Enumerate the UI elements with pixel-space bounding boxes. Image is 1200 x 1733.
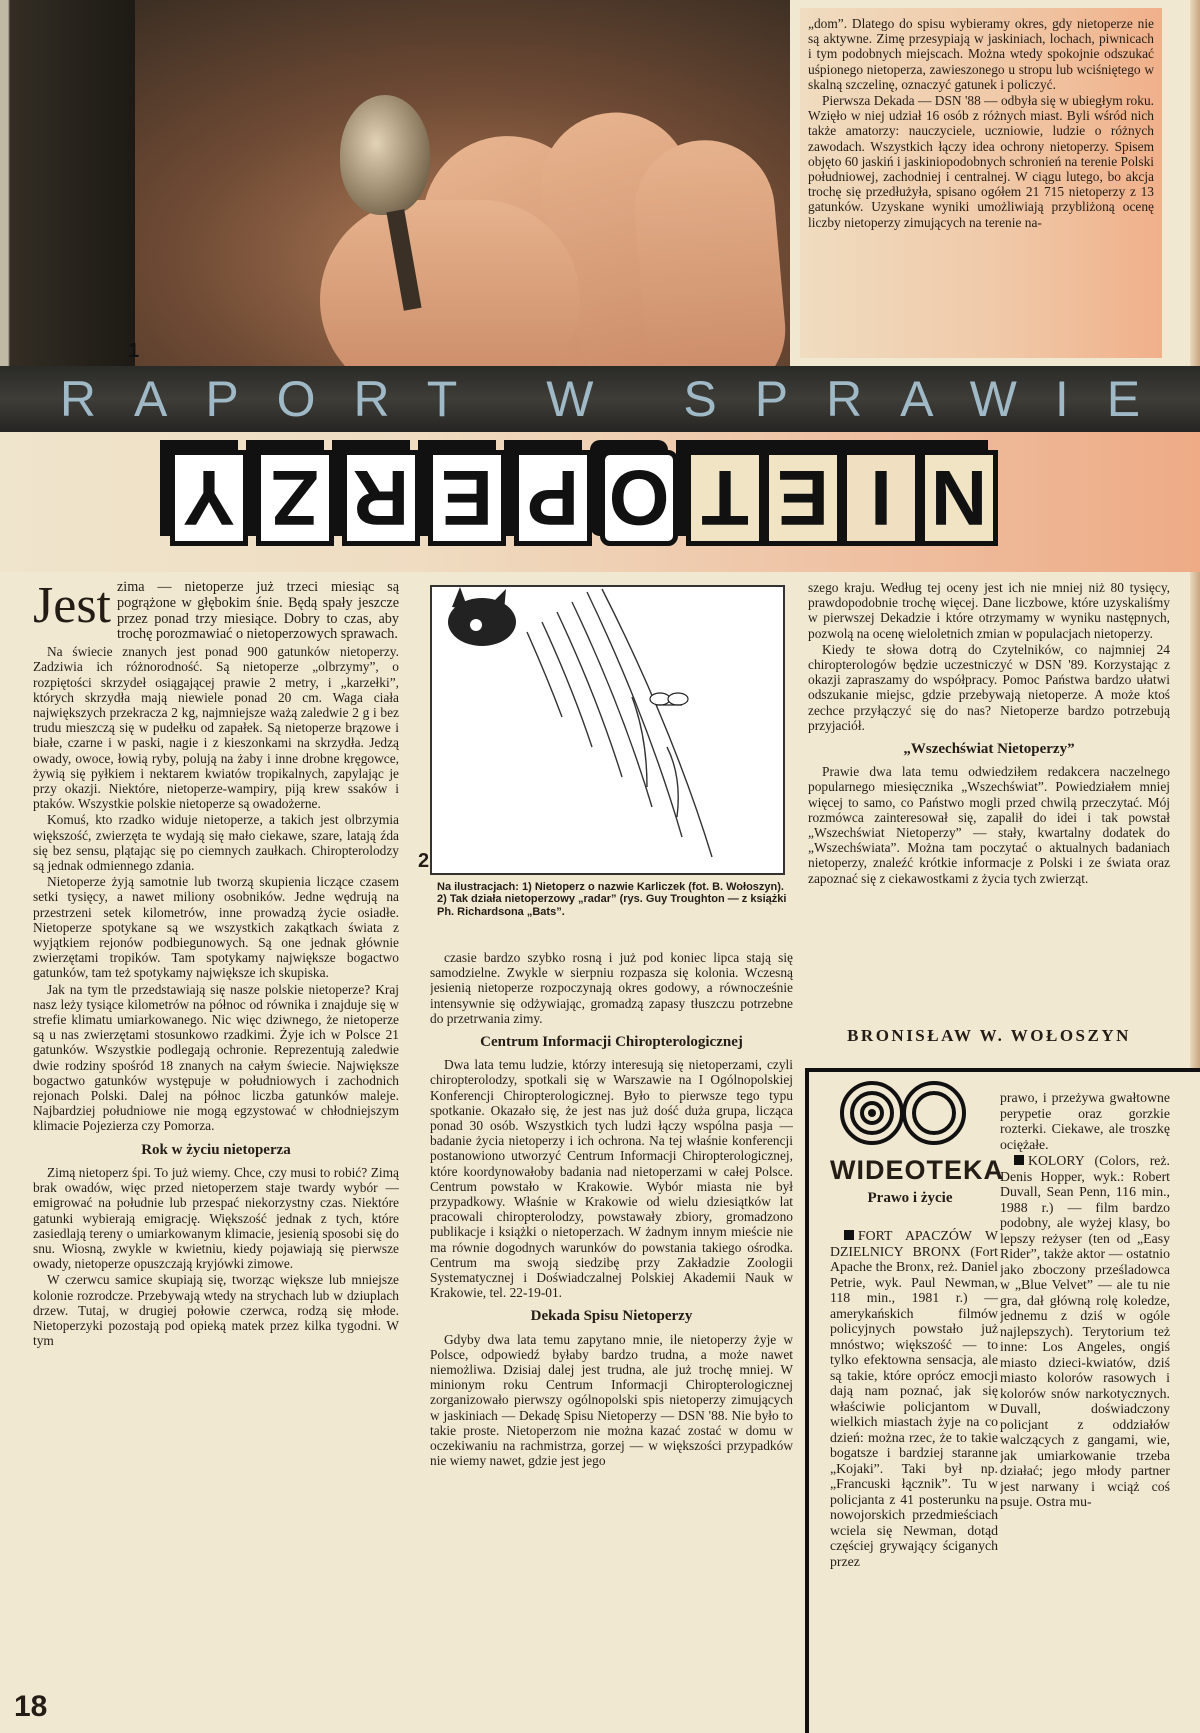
paragraph: Dwa lata temu ludzie, którzy interesują się nietoperzami, czyli chiropterolodzy, spotkali się w Warszawie na I Ogólnopolskiej Konferencji Chiropterologicznej. Było to pierwsze tego typu spotkanie. Okazało się, że jest nas już dość duża grupa, licząca ponad 30 osób. Wszystkich tych ludzi łączy wspólna pasja — badanie życia nietoperzy i ich ochrona. Na tej właśnie konferencji postanowiono utworzyć Centrum Informacji Chiropterologicznej, które koordynowałoby badania nad nietoperzami w całej Polsce. Centrum powstało w Krakowie. Wybór miasta nie był przypadkowy. Właśnie w Krakowie od wielu dziesiątków lat pracowali chiropterolodzy, powstawały zbiory, gromadzono publikacje i książki o nietoperzach. W żadnym innym mieście nie ma równie dogodnych warunków do powstania takiego ośrodka. Centrum ma swoją siedzibę przy Zakładzie Zoologii Systematycznej i Doświadczalnej Polskiej Akademii Nauk w Krakowie, tel. 22-19-01.	[430, 1057, 793, 1301]
radar-drawing	[432, 587, 783, 873]
paragraph: szego kraju. Według tej oceny jest ich nie mniej niż 80 tysięcy, prawdopodobnie trochę więcej. Dane liczbowe, które uzyskaliśmy w pierwszej Dekadzie i które otrzymamy w wyniku następnych, pozwolą na ocenę wieloletnich zmian w populacjach nietoperzy.	[808, 580, 1170, 641]
title-letter: E	[428, 450, 506, 546]
article-column-3	[808, 580, 1170, 1020]
review-text: KOLORY (Colors, reż. Denis Hopper, wyk.: Robert Duvall, Sean Penn, 116 min., 1988 r.) — film bardzo podobny, ale wyżej klasy, bo lepszy reżyser (ten od „Easy Rider”, także aktor — ostatnio jako zboczony prześladowca w „Blue Velvet” — ale tu nie gra, dał główną rolę koledze, jednemu z dziś w ogóle najlepszych). Terytorium też inne: Los Angeles, ongiś miasto dzieci-kwiatów, dziś miasto kolorów rasowych i kolorów snów narkotycznych. Duvall, doświadczony policjant z oddziałów walczących z gangami, wie, jak umiarkowanie trzeba działać; jego młody partner jest narwany i wciąż coś psuje. Ostra mu-	[1000, 1153, 1170, 1509]
article-column-1	[33, 580, 399, 1710]
videoteka-title: WIDEOTEKA	[830, 1155, 1004, 1185]
paragraph: Pierwsza Dekada — DSN '88 — odbyła się w ubiegłym roku. Wzięło w niej udział 16 osób z różnych miast. Byli wśród nich także amatorzy: nauczyciele, uczniowie, ludzie o różnych zawodach. Wszystkich łączy idea ochrony nietoperzy. Spisem objęto 60 jaskiń i jaskiniopodobnych schronień na terenie Polski południowej, zachodniej i centralnej. W ciągu lutego, bo akcja trochę się przedłużyła, spisano ogółem 21 715 nietoperzy z 13 gatunków. Uzyskane wyniki umożliwiają przybliżoną ocenę liczby nietoperzy zimujących na terenie na-	[808, 93, 1154, 230]
radar-illustration	[430, 585, 785, 875]
review-text: FORT APACZÓW W DZIELNICY BRONX (Fort Apache the Bronx, reż. Daniel Petrie, wyk. Paul Newman, 118 min., 1981 r.) — amerykańskich filmów policyjnych powstało już mnóstwo; większość — to tylko efektowna sensacja, ale są takie, które oprócz emocji dają nam poznać, jak się właściwie policjantom w wielkich miastach żyje na co dzień: można rzec, że to takie bogatsze i bardziej staranne „Kojaki”. Taki był np. „Francuski łącznik”. Tu w policjanta z 41 posterunku na nowojorskich przedmieściach wciela się Newman, dotąd częściej grywający ściganych przez	[830, 1228, 998, 1569]
videoteka-column-2	[1000, 1090, 1170, 1720]
title-letter: Y	[170, 450, 248, 546]
top-right-text	[800, 8, 1162, 358]
paragraph: W czerwcu samice skupiają się, tworząc większe lub mniejsze kolonie rozrodcze. Przebywają wtedy na strychach lub w dziuplach drzew. Tutaj, w drugiej połowie czerwca, rodzą się młode. Nietoperzyki pozostają pod opieką matek przez kilka tygodni. W tym	[33, 1272, 399, 1349]
bullet-icon	[1014, 1155, 1024, 1165]
paragraph: Gdyby dwa lata temu zapytano mnie, ile nietoperzy żyje w Polsce, odpowiedź byłaby bardzo trudna, a może nawet niemożliwa. Dzisiaj dalej jest trudna, ale już trochę mniej. W minionym roku Centrum Informacji Chiropterologicznej zorganizowało pierwszy ogólnopolski spis nietoperzy zimujących w jaskiniach — Dekadę Spisu Nietoperzy — DSN '88. Nie było to takie proste. Nietoperzom nie można kazać zostać w domu w oczekiwaniu na rachmistrza, gorzej — w większości przypadków nie wiemy nawet, gdzie jest jego	[430, 1331, 793, 1469]
page-number: 18	[14, 1690, 48, 1723]
film-reels-icon	[830, 1078, 980, 1148]
subheading: „Wszechświat Nietoperzy”	[903, 741, 1075, 758]
title-letter: N	[920, 450, 998, 546]
paragraph: zima — nietoperze już trzeci miesiąc są pogrążone w głębokim śnie. Będą spały jeszcze przez ponad trzy miesiące. Dobry to czas, aby trochę porozmawiać o nietoperzowych sprawach.	[117, 580, 399, 643]
videoteka-logo	[830, 1078, 1004, 1207]
title-letter: E	[764, 450, 842, 546]
paragraph: czasie bardzo szybko rosną i już pod koniec lipca stają się samodzielne. Zwykle w sierpniu rozpasza się kolonia. Wczesną jesienią nietoperze rozpoczynają okres godowy, a równocześnie intensywnie się odżywiając, gromadzą zapasy tłuszczu potrzebne do przetrwania zimy.	[430, 950, 793, 1026]
paragraph: Prawie dwa lata temu odwiedziłem redakcera naczelnego popularnego miesięcznika „Wszechświat”. Powiedziałem mniej więcej to samo, co Państwo mogli przed chwilą przeczytać. Mój rozmówca zainteresował się, zapalił do idei i tak powstał „Wszechświat Nietoperzy” — stały, kwartalny dodatek do „Wszechświata”. Można tam poczytać o aktualnych badaniach nietoperzy, znaleźć krótkie informacje z Polski i ze świata oraz zapoznać się z ciekawostkami z życia tych zwierząt.	[808, 764, 1170, 886]
article-column-2	[430, 950, 793, 1710]
videoteka-column-1	[830, 1228, 998, 1718]
headline-kicker: RAPORT W SPRAWIE	[59, 371, 1179, 427]
videoteka-section: Prawo i życie	[867, 1190, 953, 1206]
photo-number: 1	[128, 340, 140, 362]
review-text: prawo, i przeżywa gwałtowne perypetie oraz gorzkie rozterki. Ciekawe, ale troszkę ociężałe.	[1000, 1090, 1170, 1152]
bullet-icon	[844, 1230, 854, 1240]
figure-number: 2	[418, 850, 430, 872]
title-letter: R	[342, 450, 420, 546]
subheading: Rok w życiu nietoperza	[141, 1141, 291, 1158]
paragraph: Zimą nietoperz śpi. To już wiemy. Chce, czy musi to robić? Zimą brak owadów, więc przed nietoperzem staje twardy wybór — emigrować na południe lub przespać niekorzystny czas. Niektóre gatunki wybierają emigrację. Większość jednak z tych, które zasiedlają tereny o umiarkowanym klimacie, jesienią sposobi się do snu. Wiosną, zwykle w kwietniu, kiedy pojawiają się pierwsze owady, nietoperze opuszczają kryjówki zimowe.	[33, 1164, 399, 1272]
headline-banner	[0, 366, 1200, 432]
dropcap: Jest	[33, 580, 111, 634]
subheading: Dekada Spisu Nietoperzy	[530, 1308, 693, 1325]
paragraph: Jak na tym tle przedstawiają się nasze polskie nietoperze? Kraj nasz leży tysiące kilometrów na północ od równika i znajduje się w strefie klimatu umiarkowanego. Nic więc dziwnego, że nietoperze są u nas zwierzętami stosunkowo rzadkimi. Żyje ich w Polsce 21 gatunków. Wszystkie podlegają ochronie. Reprezentują zaledwie dwie rodziny spośród 18 znanych na całym świecie. Największe bogactwo gatunków występuje w południowych i zachodnich rejonach Polski. Dalej na północ liczba gatunków maleje. Najbardziej południowe nie mogą egzystować w chłodniejszym klimacie Pojezierza czy Pomorza.	[33, 981, 399, 1134]
title-letter: Z	[256, 450, 334, 546]
paragraph: Komuś, kto rzadko widuje nietoperze, a takich jest olbrzymia większość, zwierzęta te wydają się mało ciekawe, szare, latają źda się bez sensu, plątając się po ciemnych zaułkach. Chiropterolodzy są jednak odmiennego zdania.	[33, 812, 399, 874]
paragraph: Kiedy te słowa dotrą do Czytelników, co najmniej 24 chiropterologów będzie uczestniczyć w DSN '89. Korzystając z okazji zapraszamy do współpracy. Pomoc Państwa bardzo ułatwi odszukanie miejsc, gdzie przebywają nietoperze. A może ktoś zechce przyłączyć się do nas? Nietoperze bardzo potrzebują przyjaciół.	[808, 641, 1170, 733]
title-letter: T	[686, 450, 764, 546]
figure-caption: Na ilustracjach: 1) Nietoperz o nazwie Karliczek (fot. B. Wołoszyn). 2) Tak działa nietoperzowy „radar” (rys. Guy Troughton — z książki Ph. Richardsona „Bats”.	[437, 881, 787, 918]
paragraph: „dom”. Dlatego do spisu wybieramy okres, gdy nietoperze nie są aktywne. Zimę przesypiają w jaskiniach, lochach, piwnicach i tym podobnych miejscach. Można wtedy spokojnie odszukać uśpionego nietoperza, zawieszonego u stropu lub wciśniętego w skalną szczelinę, oznaczyć gatunek i policzyć.	[808, 16, 1154, 92]
bat-photo	[0, 0, 790, 366]
paragraph: Na świecie znanych jest ponad 900 gatunków nietoperzy. Zadziwia ich różnorodność. Są nietoperze „olbrzymy”, o rozpiętości skrzydeł osiągającej prawie 2 metry, i „karzełki”, których skrzydła mają niewiele ponad 20 cm. Waga ciała największych przekracza 2 kg, najmniejsze ważą zaledwie 2 g i bez trudu mieszczą się w pudełku od zapałek. Są nietoperze brązowe i białe, czarne i w paski, nagie i z kieszonkami na skrzydła. Jedzą owady, owoce, łowią ryby, polują na żaby i inne drobne kręgowce, żywią się pyłkiem i nektarem kwiatów tropikalnych, zapylając je przy okazji. Niektóre, nietoperze-wampiry, piją krew ssaków i ptaków. Wszystkie polskie nietoperze są owadożerne.	[33, 644, 399, 812]
title-letter: O	[600, 450, 678, 546]
title-letter: I	[842, 450, 920, 546]
author-byline: BRONISŁAW W. WOŁOSZYN	[847, 1026, 1131, 1045]
paragraph: Nietoperze żyją samotnie lub tworzą skupienia liczące czasem setki tysięcy, a nawet miliony osobników. Jedne wędrują na przestrzeni setek kilometrów, inne prowadzą życie osiadłe. Nietoperze spotykane są we wszystkich zakątkach świata z wyjątkiem rejonów podbiegunowych. Są one jednak głównie zwierzętami tropików. Tam spotykamy największe bogactwo gatunków, tam też spotykamy największe ich skupiska.	[33, 874, 399, 981]
headline-title	[0, 432, 1200, 572]
title-letter: P	[514, 450, 592, 546]
subheading: Centrum Informacji Chiropterologicznej	[480, 1034, 743, 1051]
